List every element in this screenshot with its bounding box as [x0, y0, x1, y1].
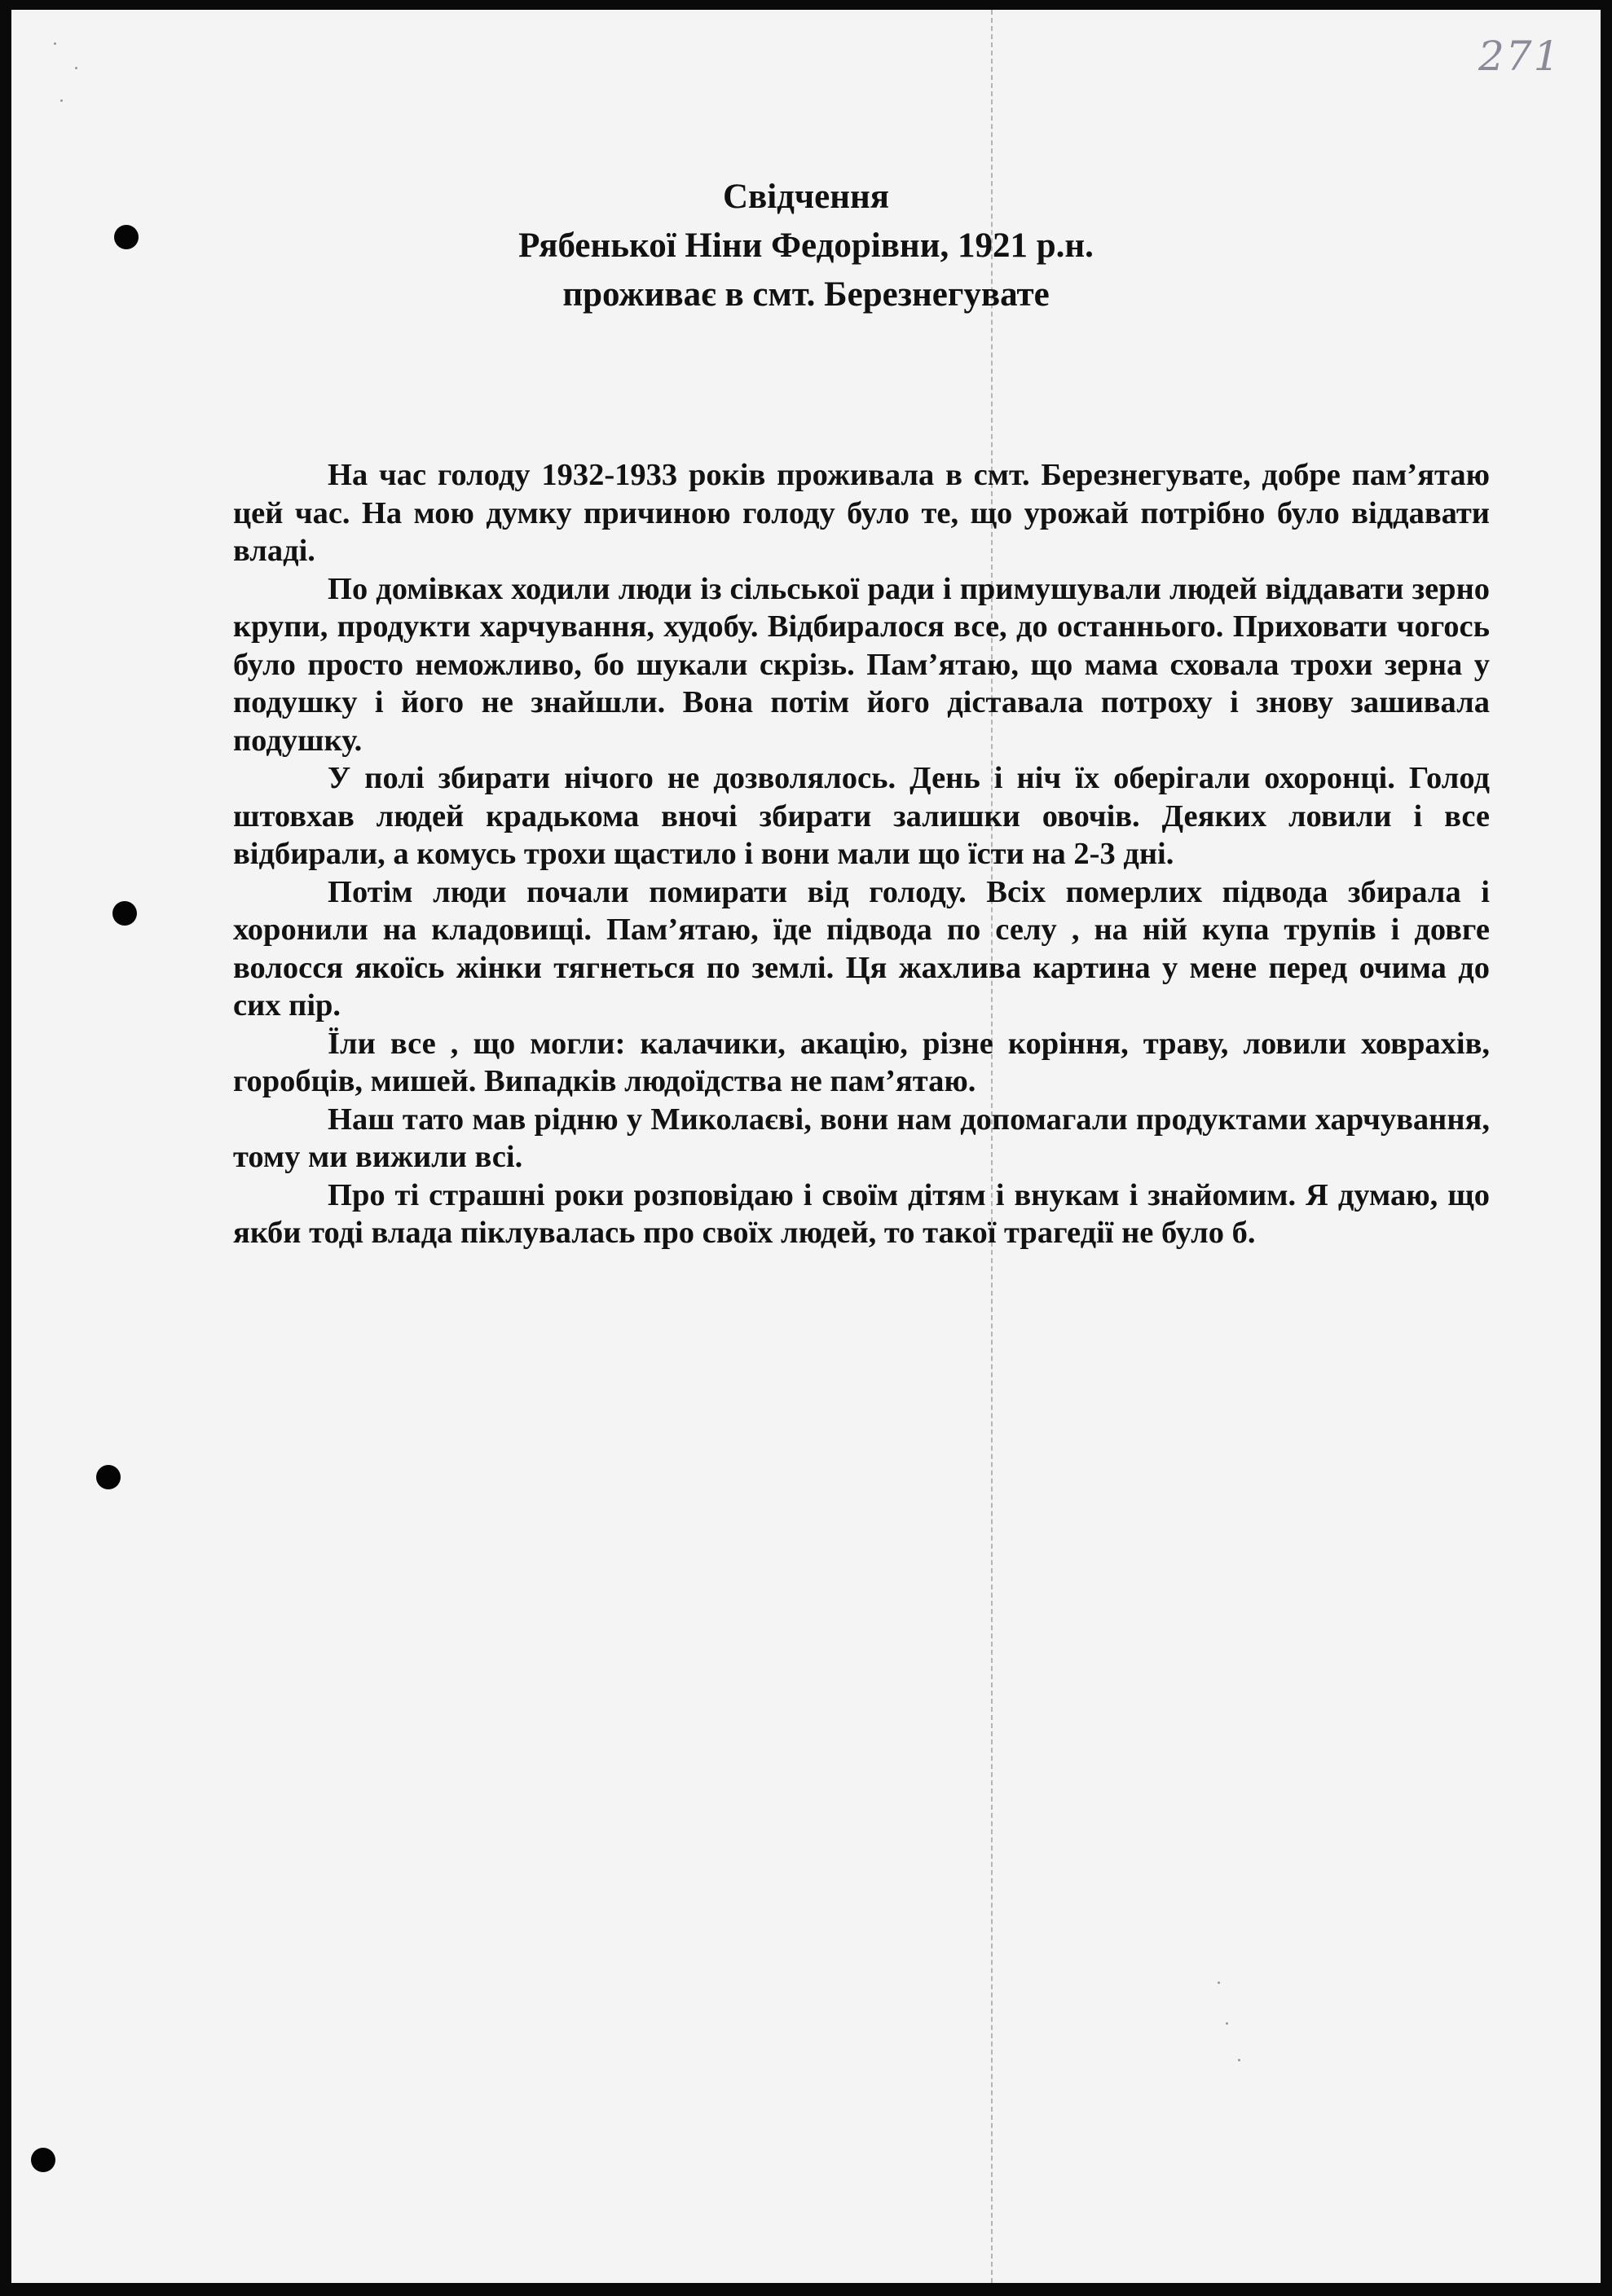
paragraph: Їли все , що могли: калачики, акацію, різне коріння, траву, ловили ховрахів, горобців, мишей. Випадків людоїдства не пам’ятаю.	[233, 1026, 1490, 1098]
testimony-body	[233, 456, 1490, 1252]
paragraph: Про ті страшні роки розповідаю і своїм дітям і внукам і знайомим. Я думаю, що якби тоді влада піклувалась про своїх людей, то такої трагедії не було б.	[233, 1177, 1490, 1250]
paragraph: На час голоду 1932-1933 років проживала в смт. Березнегувате, добре пам’ятаю цей час. На мою думку причиною голоду було те, що урожай потрібно було віддавати владі.	[233, 458, 1490, 568]
heading-witness-name: Рябенької Ніни Федорівни, 1921 р.н.	[518, 227, 1094, 265]
heading-title: Свідчення	[722, 178, 890, 216]
document-heading	[11, 173, 1601, 319]
document-page	[11, 10, 1601, 2283]
dust-speck	[60, 99, 63, 102]
dust-speck	[54, 42, 56, 45]
paragraph: Наш тато мав рідню у Миколаєві, вони нам допомагали продуктами харчування, тому ми вижили всі.	[233, 1102, 1490, 1174]
punch-hole	[31, 2148, 55, 2172]
punch-hole	[112, 901, 137, 926]
dust-speck	[1238, 2059, 1240, 2061]
paragraph: У полі збирати нічого не дозволялось. День і ніч їх оберігали охоронці. Голод штовхав людей крадькома вночі збирати залишки овочів. Деяких ловили і все відбирали, а комусь трохи щастило і вони мали що їсти на 2-3 дні.	[233, 761, 1490, 871]
paragraph: По домівках ходили люди із сільської ради і примушували людей віддавати зерно крупи, продукти харчування, худобу. Відбиралося все, до останнього. Приховати чогось було просто неможливо, бо шукали скрізь. Пам’ятаю, що мама сховала трохи зерна у подушку і його не знайшли. Вона потім його діставала потроху і знову зашивала подушку.	[233, 571, 1490, 758]
dust-speck	[1226, 2022, 1228, 2025]
paragraph: Потім люди почали помирати від голоду. Всіх померлих підвода збирала і хоронили на кладовищі. Пам’ятаю, їде підвода по селу , на ній купа трупів і довге волосся якоїсь жінки тягнеться по землі. Ця жахлива картина у мене перед очима до сих пір.	[233, 874, 1490, 1023]
dust-speck	[1218, 1982, 1220, 1984]
punch-hole	[96, 1465, 121, 1489]
heading-residence: проживає в смт. Березнегувате	[562, 275, 1050, 314]
page-number: 271	[1478, 33, 1561, 80]
dust-speck	[75, 67, 77, 69]
